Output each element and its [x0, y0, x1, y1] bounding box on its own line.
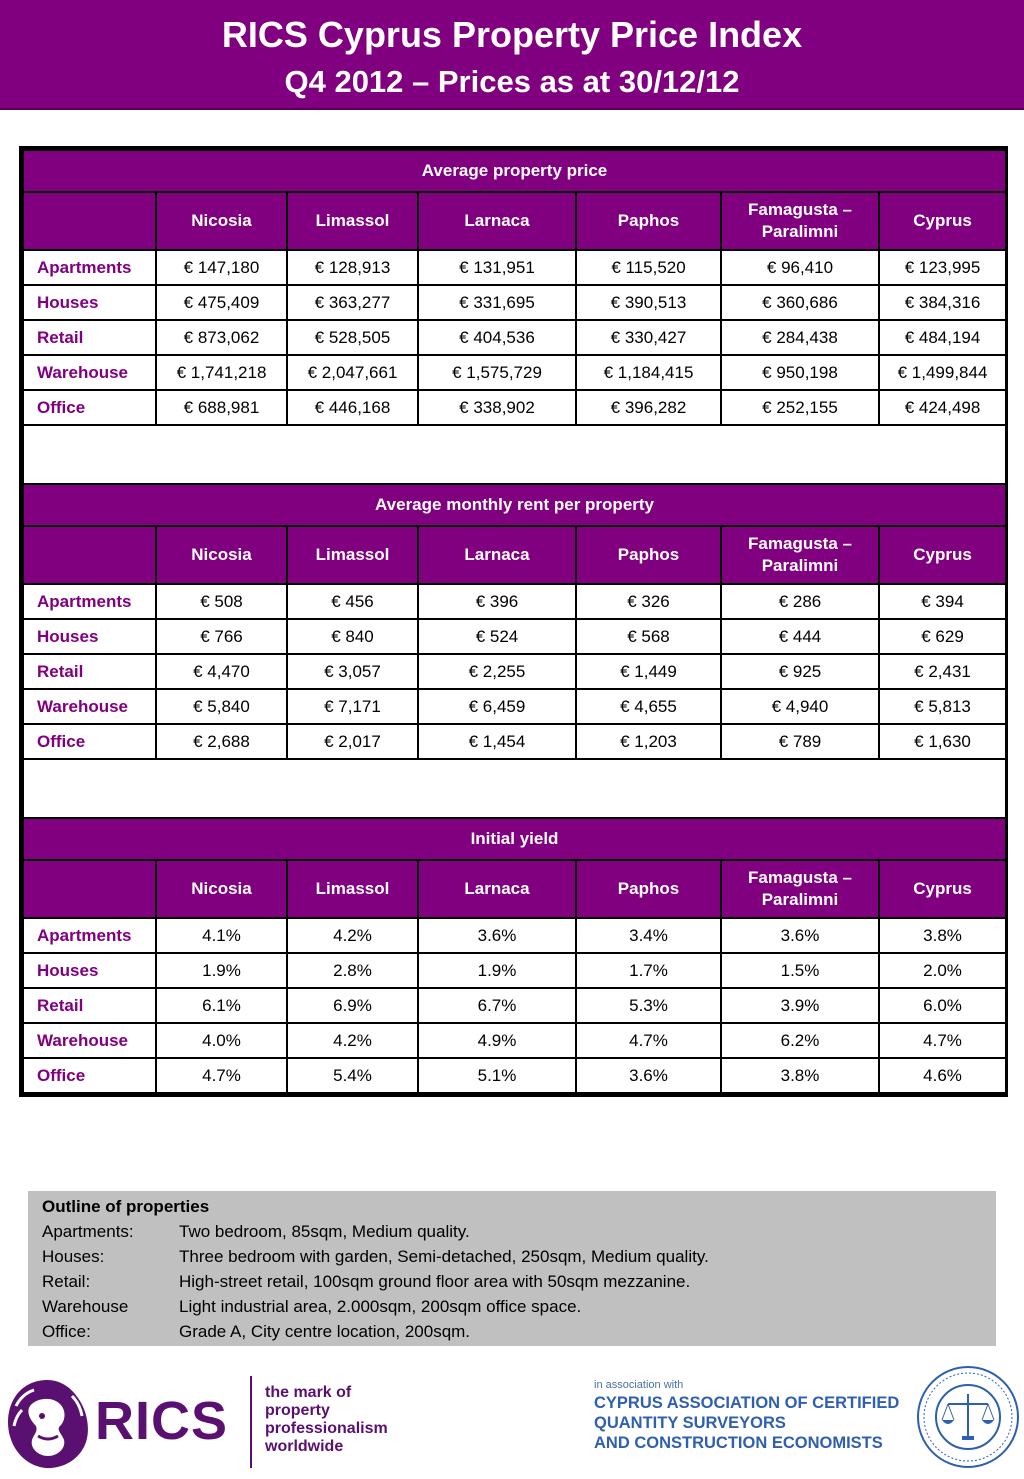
row-label: Office: [23, 390, 156, 425]
table-cell: € 629: [879, 619, 1006, 654]
table-row: [23, 689, 1006, 724]
table-cell: 3.4%: [576, 918, 721, 953]
column-header: Paphos: [576, 526, 721, 584]
row-label: Retail: [23, 320, 156, 355]
table-cell: € 2,017: [287, 724, 418, 759]
table-cell: € 252,155: [721, 390, 879, 425]
table-row: [23, 250, 1006, 285]
table-cell: 3.6%: [418, 918, 576, 953]
table-cell: € 115,520: [576, 250, 721, 285]
table-cell: 3.9%: [721, 988, 879, 1023]
page-subtitle: Q4 2012 – Prices as at 30/12/12: [284, 64, 740, 99]
table-cell: € 286: [721, 584, 879, 619]
outline-row: [42, 1319, 982, 1344]
logo-divider: [250, 1376, 252, 1468]
price-index-table: [22, 149, 1007, 1094]
outline-row: [42, 1294, 982, 1319]
outline-row: [42, 1269, 982, 1294]
table-cell: € 331,695: [418, 285, 576, 320]
column-header: Cyprus: [879, 860, 1006, 918]
table-cell: € 475,409: [156, 285, 287, 320]
tagline-line: property: [265, 1402, 330, 1419]
corner-header-cell: [23, 860, 156, 918]
table-row: [23, 654, 1006, 689]
table-cell: € 1,184,415: [576, 355, 721, 390]
association-name: [594, 1393, 899, 1453]
table-cell: € 147,180: [156, 250, 287, 285]
table-row: [23, 619, 1006, 654]
tagline-line: professionalism: [265, 1420, 388, 1437]
table-cell: € 925: [721, 654, 879, 689]
table-cell: € 326: [576, 584, 721, 619]
outline-row: [42, 1219, 982, 1244]
table-cell: € 873,062: [156, 320, 287, 355]
column-header: Nicosia: [156, 860, 287, 918]
table-cell: € 123,995: [879, 250, 1006, 285]
table-cell: € 444: [721, 619, 879, 654]
column-header: Limassol: [287, 526, 418, 584]
association-line: QUANTITY SURVEYORS: [594, 1414, 786, 1432]
table-row: [23, 1023, 1006, 1058]
column-header: Paphos: [576, 860, 721, 918]
column-header: Limassol: [287, 860, 418, 918]
table-row: [23, 918, 1006, 953]
row-label: Apartments: [23, 918, 156, 953]
tagline-line: the mark of: [265, 1384, 352, 1401]
page-title: RICS Cyprus Property Price Index: [221, 14, 803, 55]
column-header: Famagusta – Paralimni: [721, 526, 879, 584]
table-cell: € 131,951: [418, 250, 576, 285]
tagline-line: worldwide: [265, 1438, 344, 1455]
table-cell: € 789: [721, 724, 879, 759]
column-header: Paphos: [576, 192, 721, 250]
column-header: Limassol: [287, 192, 418, 250]
table-cell: 4.7%: [879, 1023, 1006, 1058]
table-cell: 6.0%: [879, 988, 1006, 1023]
table-cell: 4.2%: [287, 1023, 418, 1058]
column-header: Nicosia: [156, 526, 287, 584]
table-row: [23, 285, 1006, 320]
association-seal-icon: [915, 1364, 1021, 1470]
table-cell: € 7,171: [287, 689, 418, 724]
table-cell: 4.9%: [418, 1023, 576, 1058]
table-cell: € 284,438: [721, 320, 879, 355]
outline-of-properties: [28, 1191, 996, 1346]
outline-text: Three bedroom with garden, Semi-detached, 250sqm, Medium quality.: [179, 1247, 709, 1266]
row-label: Warehouse: [23, 355, 156, 390]
row-label: Retail: [23, 654, 156, 689]
outline-label: Retail:: [42, 1272, 91, 1291]
table-cell: € 456: [287, 584, 418, 619]
table-cell: € 1,741,218: [156, 355, 287, 390]
table-cell: 3.8%: [879, 918, 1006, 953]
corner-header-cell: [23, 526, 156, 584]
outline-label: Apartments:: [42, 1222, 134, 1241]
table-cell: € 950,198: [721, 355, 879, 390]
table-cell: € 2,431: [879, 654, 1006, 689]
table-cell: 4.1%: [156, 918, 287, 953]
table-row: [23, 584, 1006, 619]
outline-text: Two bedroom, 85sqm, Medium quality.: [179, 1222, 470, 1241]
column-header: Larnaca: [418, 192, 576, 250]
table-cell: 2.8%: [287, 953, 418, 988]
table-row: [23, 1058, 1006, 1093]
table-cell: 4.6%: [879, 1058, 1006, 1093]
section-spacer: [23, 759, 1006, 818]
table-cell: 6.7%: [418, 988, 576, 1023]
table-cell: € 360,686: [721, 285, 879, 320]
spacer-cell: [23, 759, 1006, 818]
table-cell: 2.0%: [879, 953, 1006, 988]
table-cell: € 766: [156, 619, 287, 654]
outline-label: Warehouse: [42, 1297, 129, 1316]
table-cell: € 528,505: [287, 320, 418, 355]
table-cell: € 1,630: [879, 724, 1006, 759]
outline-text: Light industrial area, 2.000sqm, 200sqm office space.: [179, 1297, 582, 1316]
section-spacer: [23, 425, 1006, 484]
column-header: Nicosia: [156, 192, 287, 250]
table-cell: € 128,913: [287, 250, 418, 285]
table-cell: € 390,513: [576, 285, 721, 320]
table-cell: € 394: [879, 584, 1006, 619]
table-row: [23, 320, 1006, 355]
table-cell: € 5,813: [879, 689, 1006, 724]
table-cell: 1.9%: [156, 953, 287, 988]
row-label: Warehouse: [23, 1023, 156, 1058]
table-cell: 5.4%: [287, 1058, 418, 1093]
table-cell: 6.2%: [721, 1023, 879, 1058]
column-header: Famagusta – Paralimni: [721, 860, 879, 918]
section-title: Average monthly rent per property: [23, 484, 1006, 526]
table-cell: € 96,410: [721, 250, 879, 285]
table-cell: € 5,840: [156, 689, 287, 724]
table-cell: € 568: [576, 619, 721, 654]
section-title: Average property price: [23, 150, 1006, 192]
row-label: Houses: [23, 285, 156, 320]
table-cell: 4.7%: [576, 1023, 721, 1058]
corner-header-cell: [23, 192, 156, 250]
outline-row: [42, 1244, 982, 1269]
table-row: [23, 988, 1006, 1023]
table-cell: € 1,454: [418, 724, 576, 759]
table-cell: € 3,057: [287, 654, 418, 689]
section-title-row: [23, 150, 1006, 192]
section-title-row: [23, 484, 1006, 526]
row-label: Office: [23, 1058, 156, 1093]
row-label: Houses: [23, 953, 156, 988]
table-cell: € 2,688: [156, 724, 287, 759]
table-cell: € 4,655: [576, 689, 721, 724]
table-cell: € 424,498: [879, 390, 1006, 425]
page-header: [0, 0, 1024, 110]
table-cell: € 4,470: [156, 654, 287, 689]
table-cell: 4.2%: [287, 918, 418, 953]
row-label: Office: [23, 724, 156, 759]
table-cell: 4.7%: [156, 1058, 287, 1093]
table-cell: 1.9%: [418, 953, 576, 988]
spacer-cell: [23, 425, 1006, 484]
table-cell: € 1,203: [576, 724, 721, 759]
table-cell: € 330,427: [576, 320, 721, 355]
table-row: [23, 390, 1006, 425]
table-cell: 6.1%: [156, 988, 287, 1023]
section-title: Initial yield: [23, 818, 1006, 860]
column-header: Larnaca: [418, 860, 576, 918]
table-cell: € 6,459: [418, 689, 576, 724]
table-cell: 1.7%: [576, 953, 721, 988]
outline-text: Grade A, City centre location, 200sqm.: [179, 1322, 471, 1341]
table-cell: € 688,981: [156, 390, 287, 425]
row-label: Warehouse: [23, 689, 156, 724]
row-label: Apartments: [23, 584, 156, 619]
column-header: Cyprus: [879, 192, 1006, 250]
table-cell: € 840: [287, 619, 418, 654]
table-row: [23, 724, 1006, 759]
table-cell: € 508: [156, 584, 287, 619]
table-cell: € 396,282: [576, 390, 721, 425]
column-header-row: [23, 526, 1006, 584]
table-cell: € 484,194: [879, 320, 1006, 355]
table-cell: 4.0%: [156, 1023, 287, 1058]
table-cell: 1.5%: [721, 953, 879, 988]
table-cell: € 404,536: [418, 320, 576, 355]
table-cell: € 1,575,729: [418, 355, 576, 390]
table-cell: 3.6%: [576, 1058, 721, 1093]
table-cell: € 1,449: [576, 654, 721, 689]
table-cell: € 446,168: [287, 390, 418, 425]
table-cell: 5.1%: [418, 1058, 576, 1093]
price-index-tables: [19, 146, 1008, 1097]
outline-text: High-street retail, 100sqm ground floor area with 50sqm mezzanine.: [179, 1272, 691, 1291]
outline-label: Houses:: [42, 1247, 105, 1266]
table-cell: 3.6%: [721, 918, 879, 953]
table-cell: 3.8%: [721, 1058, 879, 1093]
association-line: AND CONSTRUCTION ECONOMISTS: [594, 1434, 883, 1452]
table-row: [23, 953, 1006, 988]
table-cell: € 2,255: [418, 654, 576, 689]
column-header: Cyprus: [879, 526, 1006, 584]
association-note: in association with: [594, 1379, 684, 1391]
table-cell: € 4,940: [721, 689, 879, 724]
table-cell: € 363,277: [287, 285, 418, 320]
column-header: Famagusta – Paralimni: [721, 192, 879, 250]
table-cell: 5.3%: [576, 988, 721, 1023]
outline-title: Outline of properties: [42, 1197, 210, 1216]
rics-logo-text: RICS: [95, 1391, 229, 1451]
table-cell: € 2,047,661: [287, 355, 418, 390]
column-header-row: [23, 860, 1006, 918]
table-cell: € 524: [418, 619, 576, 654]
row-label: Apartments: [23, 250, 156, 285]
row-label: Retail: [23, 988, 156, 1023]
footer: [0, 1360, 1024, 1479]
section-title-row: [23, 818, 1006, 860]
table-row: [23, 355, 1006, 390]
table-cell: € 338,902: [418, 390, 576, 425]
row-label: Houses: [23, 619, 156, 654]
table-cell: 6.9%: [287, 988, 418, 1023]
table-cell: € 396: [418, 584, 576, 619]
rics-tagline: [265, 1384, 388, 1456]
rics-lion-logo-icon: [2, 1376, 92, 1471]
table-cell: € 384,316: [879, 285, 1006, 320]
column-header: Larnaca: [418, 526, 576, 584]
outline-label: Office:: [42, 1322, 91, 1341]
column-header-row: [23, 192, 1006, 250]
table-cell: € 1,499,844: [879, 355, 1006, 390]
association-line: CYPRUS ASSOCIATION OF CERTIFIED: [594, 1394, 900, 1412]
